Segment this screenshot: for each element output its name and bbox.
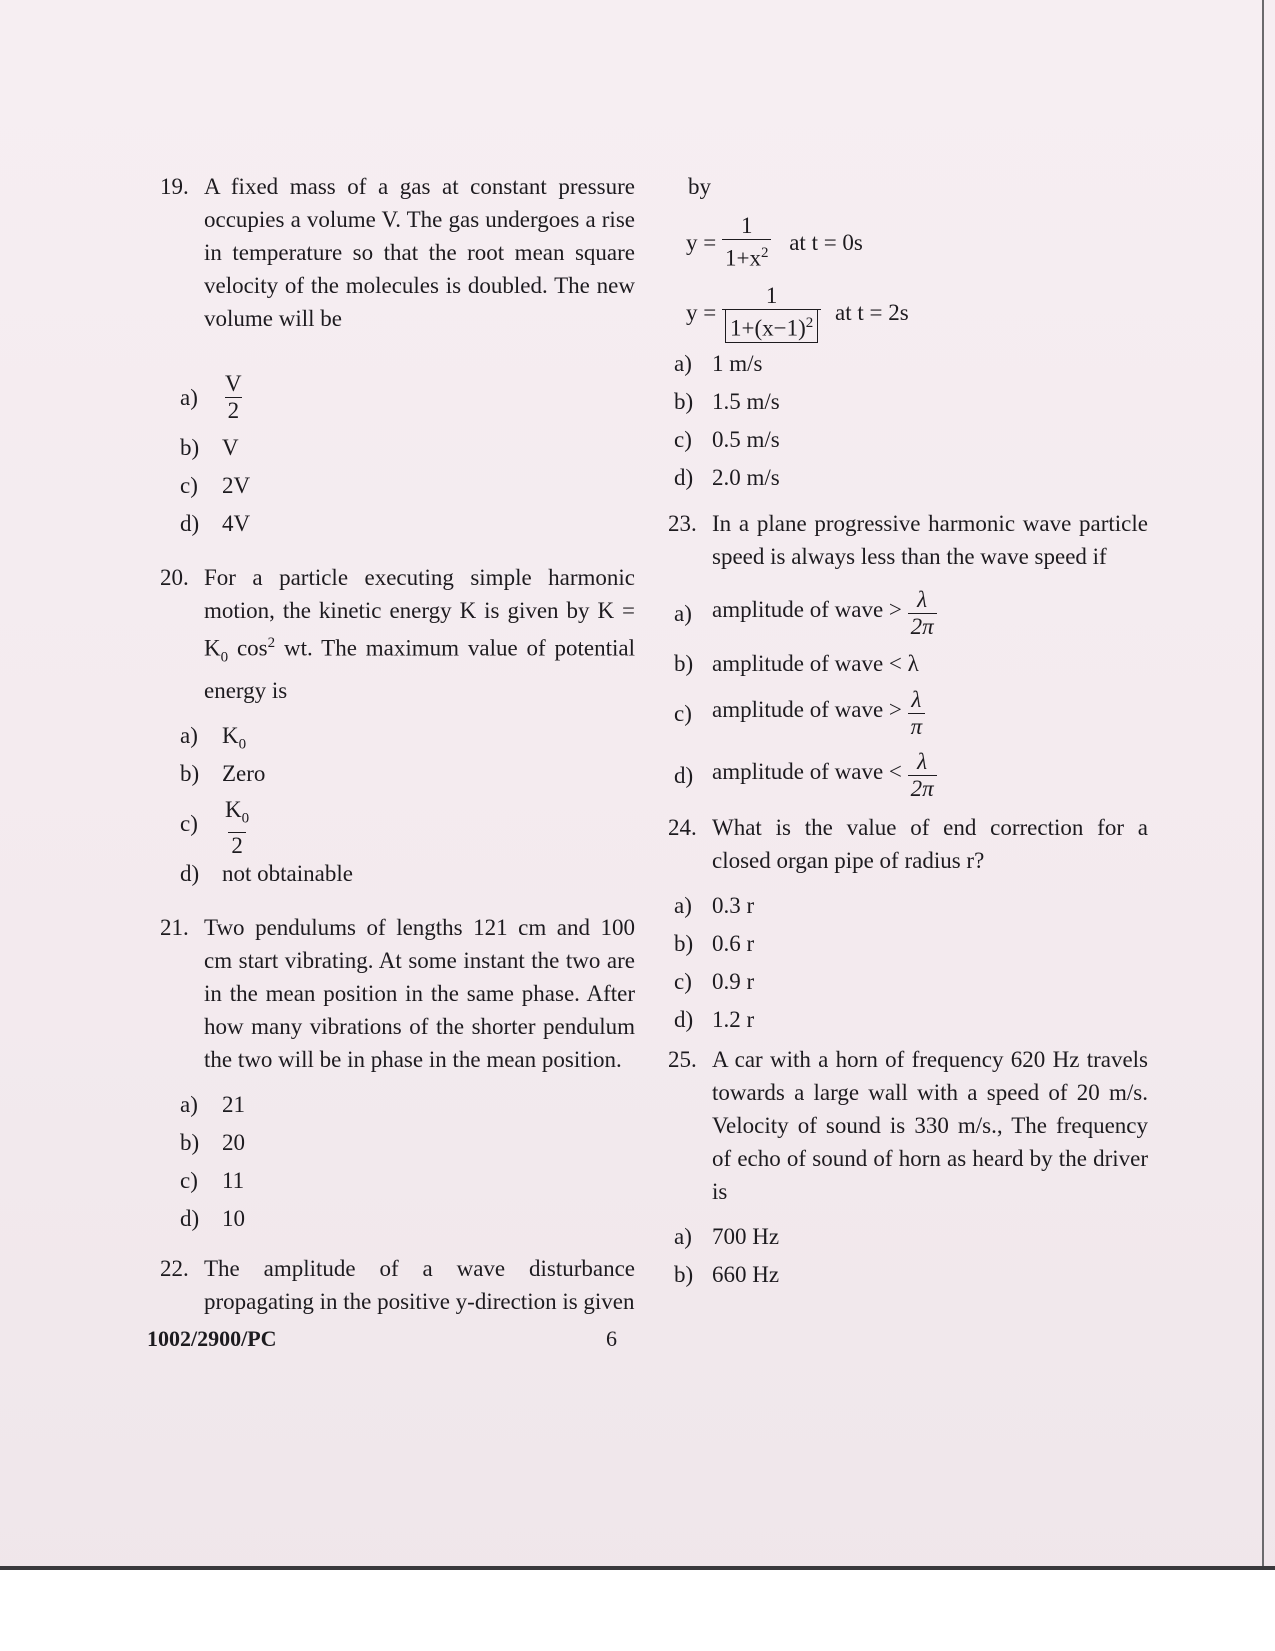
option-text: amplitude of wave < λ	[712, 651, 919, 676]
option-label: b)	[180, 435, 200, 460]
question-text: For a particle executing simple harmonic motion, the kinetic energy K is given by $K = K_0$ $\cos^2$ wt. The maximum value of potential energy is	[204, 565, 635, 704]
option-b	[668, 925, 1148, 963]
option-a	[668, 887, 1148, 925]
numerator: λ	[917, 749, 928, 774]
paper-code: 1002/2900/PC	[147, 1326, 277, 1351]
page-number: 6	[606, 1326, 617, 1351]
option-label: d)	[674, 1007, 694, 1032]
option-text: 10	[222, 1206, 245, 1232]
option-label: d)	[674, 763, 694, 788]
option-d	[160, 855, 635, 893]
right-column	[668, 170, 1148, 1294]
option-b	[160, 429, 635, 467]
option-a	[668, 583, 1148, 645]
option-label: c)	[180, 473, 198, 498]
question-text: In a plane progressive harmonic wave particle speed is always less than the wave speed if	[712, 511, 1148, 569]
option-text: amplitude of wave <	[712, 758, 902, 784]
question-24	[668, 811, 1148, 877]
option-label: a)	[674, 601, 692, 626]
option-text: 0.9 r	[712, 969, 755, 994]
fraction	[908, 587, 937, 640]
question-22-continued: by	[688, 174, 711, 199]
option-label: d)	[180, 861, 200, 887]
numerator: 1	[740, 213, 753, 238]
option-label: a)	[180, 723, 198, 749]
option-b	[160, 755, 635, 793]
option-label: a)	[674, 1224, 692, 1249]
option-text: not obtainable	[222, 861, 353, 887]
question-19	[160, 170, 635, 335]
option-a: a) $K_0$	[160, 717, 635, 755]
numerator: λ	[911, 687, 922, 712]
question-number: 19.	[160, 174, 189, 199]
option-c	[668, 683, 1148, 745]
option-b	[668, 645, 1148, 683]
option-d	[668, 459, 1148, 497]
option-a	[160, 1086, 635, 1124]
denominator: 2	[228, 832, 246, 859]
option-d	[668, 1001, 1148, 1039]
option-label: a)	[180, 1092, 198, 1118]
denominator: 2π	[908, 613, 937, 640]
denominator: 2	[225, 397, 243, 424]
option-text: 0.6 r	[712, 931, 755, 956]
option-text: 4V	[222, 511, 251, 536]
option-label: c)	[180, 1168, 198, 1194]
option-label: b)	[180, 1130, 200, 1156]
option-a	[668, 1218, 1148, 1256]
option-text: amplitude of wave >	[712, 696, 902, 722]
option-label: a)	[674, 351, 692, 376]
eq-condition: at t = 2s	[835, 300, 909, 326]
option-b	[668, 383, 1148, 421]
option-label: c)	[180, 811, 198, 837]
option-a	[668, 345, 1148, 383]
option-text: 21	[222, 1092, 245, 1118]
question-text: Two pendulums of lengths 121 cm and 100 cm start vibrating. At some instant the two are in the mean position in the same phase. After how many vibrations of the shorter pendulum the two will be in phase in the mean position.	[204, 915, 635, 1073]
option-label: d)	[674, 465, 694, 490]
option-d	[160, 505, 635, 543]
question-text: A car with a horn of frequency 620 Hz travels towards a large wall with a speed of 20 m/s. Velocity of sound is 330 m/s., The frequency of echo of sound of horn as heard by the driver is	[712, 1047, 1148, 1204]
numerator: 1	[765, 283, 778, 308]
option-text: 700 Hz	[712, 1224, 780, 1249]
question-23	[668, 507, 1148, 573]
option-label: c)	[674, 427, 692, 452]
option-text: 2.0 m/s	[712, 465, 780, 490]
option-text: 1.2 r	[712, 1007, 755, 1032]
option-text: 11	[222, 1168, 245, 1194]
question-number: 23.	[668, 511, 697, 536]
numerator: V	[225, 371, 242, 396]
denominator: $1+(x-1)^2$	[722, 309, 821, 343]
denominator: 2π	[908, 775, 937, 802]
fraction	[222, 371, 245, 424]
option-text: 1 m/s	[712, 351, 763, 376]
option-label: a)	[674, 893, 692, 918]
fraction	[722, 283, 821, 343]
option-d	[160, 1200, 635, 1238]
question-text: A fixed mass of a gas at constant pressure occupies a volume V. The gas undergoes a rise in temperature so that the root mean square velocity of the molecules is doubled. The new volume will be	[204, 174, 635, 331]
option-a	[160, 367, 635, 429]
option-text: 2V	[222, 473, 251, 498]
question-number: 24.	[668, 815, 697, 840]
option-label: d)	[180, 511, 200, 536]
question-number: 21.	[160, 915, 189, 941]
question-text: What is the value of end correction for a closed organ pipe of radius r?	[712, 815, 1148, 873]
eq-lhs: y =	[686, 229, 717, 255]
eq-condition: at t = 0s	[789, 229, 863, 255]
question-25	[668, 1043, 1148, 1208]
option-c	[160, 793, 635, 858]
option-text: K	[222, 723, 239, 749]
option-b	[668, 1256, 1148, 1294]
question-number: 22.	[160, 1256, 189, 1282]
equation-1	[686, 213, 1148, 269]
denominator: $1+x^2$	[722, 239, 771, 272]
numerator: λ	[917, 587, 928, 612]
option-text: V	[222, 435, 239, 460]
option-label: c)	[674, 701, 692, 726]
option-label: a)	[180, 385, 198, 410]
page-edge-right	[1262, 0, 1264, 1570]
question-number: 20.	[160, 565, 189, 590]
option-label: b)	[674, 1262, 694, 1287]
numerator: $K_0$	[225, 797, 250, 827]
left-column	[160, 170, 635, 1328]
option-text: 0.3 r	[712, 893, 755, 918]
option-b	[160, 1124, 635, 1162]
fraction	[722, 213, 771, 272]
option-label: b)	[674, 931, 694, 956]
option-c	[160, 1162, 635, 1200]
scan-margin	[0, 1570, 1275, 1651]
option-c	[668, 421, 1148, 459]
option-text: Zero	[222, 761, 266, 787]
option-label: d)	[180, 1206, 200, 1232]
option-label: b)	[674, 389, 694, 414]
option-c	[160, 467, 635, 505]
option-text: 1.5 m/s	[712, 389, 780, 414]
question-22	[160, 1252, 635, 1318]
option-c	[668, 963, 1148, 1001]
option-label: b)	[180, 761, 200, 787]
fraction	[222, 797, 252, 859]
question-text: The amplitude of a wave disturbance propagating in the positive y-direction is given	[204, 1256, 635, 1315]
fraction	[908, 749, 937, 802]
option-d	[668, 745, 1148, 807]
option-text: amplitude of wave >	[712, 596, 902, 622]
question-20	[160, 561, 635, 707]
option-label: b)	[674, 651, 694, 676]
option-text: 20	[222, 1130, 245, 1156]
option-text: 0.5 m/s	[712, 427, 780, 452]
eq-lhs: y =	[686, 300, 717, 326]
option-text: 660 Hz	[712, 1262, 780, 1287]
equation-2	[686, 283, 1148, 339]
denominator: π	[908, 713, 926, 740]
question-21	[160, 911, 635, 1076]
option-label: c)	[674, 969, 692, 994]
fraction	[908, 687, 926, 740]
question-number: 25.	[668, 1047, 697, 1072]
